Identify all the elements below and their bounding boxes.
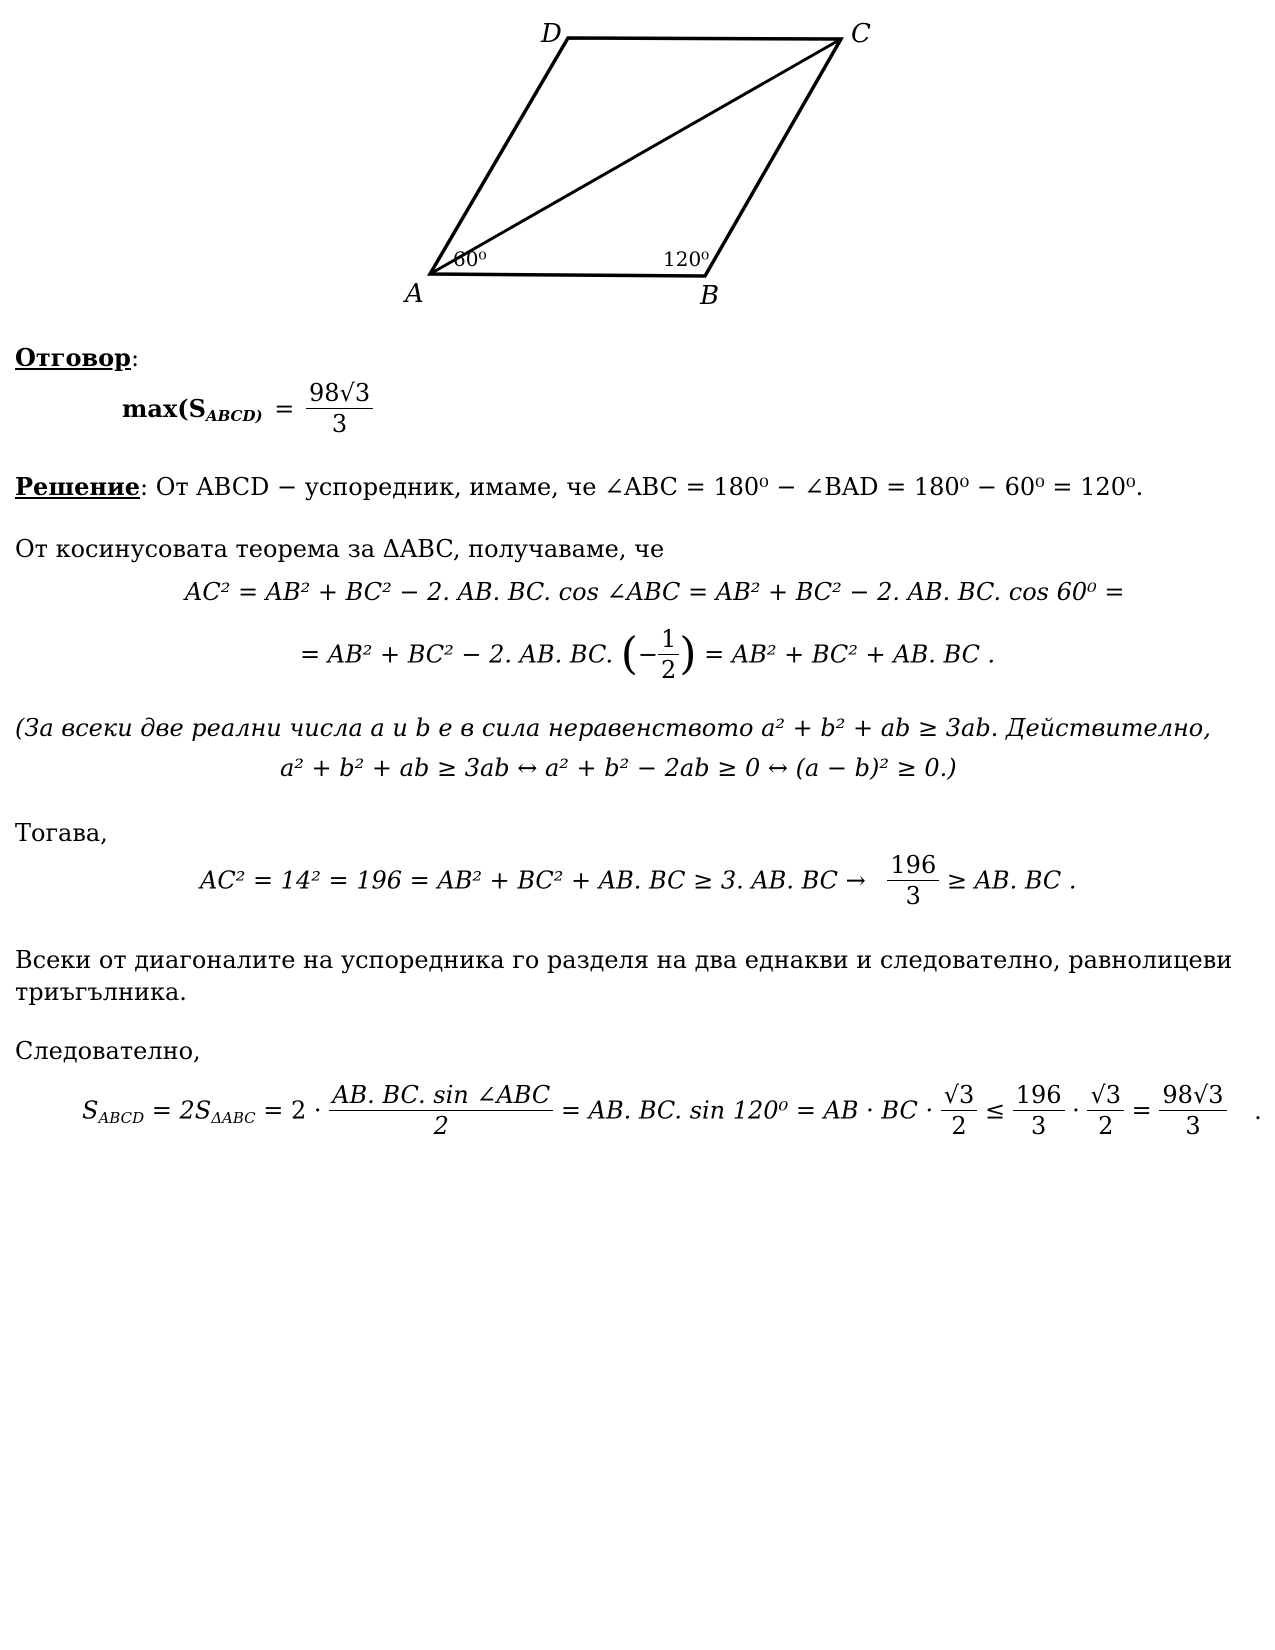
conclusion-frac4	[1087, 1080, 1124, 1141]
conclusion-frac1	[329, 1080, 553, 1141]
then-frac-num: 196	[887, 850, 939, 881]
answer-frac-den: 3	[331, 410, 348, 438]
diagonal-ac	[430, 39, 841, 274]
then-label: Тогава,	[15, 819, 108, 847]
conclusion-frac2-den: 2	[951, 1112, 967, 1140]
conclusion-eq-c: = AB. BC. sin 120⁰ = AB · BC ·	[560, 1096, 934, 1125]
conclusion-frac5	[1159, 1080, 1226, 1141]
then-eq-left: AC² = 14² = 196 = AB² + BC² + AB. BC ≥ 3. AB. BC →	[200, 866, 866, 895]
cosine-intro: От косинусовата теорема за ΔABC, получаваме, че	[15, 535, 665, 563]
answer-frac-num: 98√3	[306, 378, 373, 409]
conclusion-eq-a: = 2S	[151, 1096, 212, 1125]
then-fraction	[887, 850, 939, 911]
conclusion-eq-b: = 2 ·	[263, 1096, 322, 1125]
angle-b-label: 120⁰	[663, 247, 710, 271]
conclusion-frac5-den: 3	[1185, 1112, 1201, 1140]
then-eq-right: ≥ AB. BC .	[946, 866, 1077, 895]
answer-expr-sub: ABCD)	[205, 407, 263, 425]
cosine-eq2-frac-num: 1	[658, 624, 679, 655]
inequality-note: (За всеки две реални числа a и b е в сила неравенството a² + b² + ab ≥ 3ab. Действително,	[15, 714, 1211, 742]
conclusion-equation	[82, 1080, 1262, 1141]
answer-fraction	[306, 378, 373, 439]
answer-label-line: Отговор:	[15, 343, 140, 372]
conclusion-leq: ≤	[984, 1096, 1006, 1125]
diagonals-line2: триъгълника.	[15, 978, 187, 1006]
conclusion-frac1-num: AB. BC. sin ∠ABC	[329, 1080, 553, 1111]
cosine-eq1: AC² = AB² + BC² − 2. AB. BC. cos ∠ABC = AB² + BC² − 2. AB. BC. cos 60⁰ =	[185, 578, 1125, 606]
then-equation	[200, 850, 1077, 911]
answer-expr-eq: =	[274, 394, 295, 423]
conclusion-frac4-den: 2	[1098, 1112, 1114, 1140]
cosine-eq2-frac-den: 2	[661, 656, 677, 684]
conclusion-frac2	[941, 1080, 978, 1141]
conclusion-frac3	[1013, 1080, 1065, 1141]
cosine-eq2-left: = AB² + BC² − 2. AB. BC.	[300, 640, 614, 669]
conclusion-frac4-num: √3	[1087, 1080, 1124, 1111]
conclusion-s-abc-sub: ΔABC	[211, 1108, 256, 1127]
answer-expr-left: max(S	[122, 394, 206, 423]
then-frac-den: 3	[905, 882, 921, 910]
conclusion-dot: ·	[1072, 1096, 1080, 1125]
cosine-eq2-right: = AB² + BC² + AB. BC .	[704, 640, 996, 669]
answer-expression	[122, 378, 373, 439]
conclusion-frac1-den: 2	[433, 1112, 449, 1140]
conclusion-frac3-num: 196	[1013, 1080, 1065, 1111]
conclusion-frac3-den: 3	[1030, 1112, 1047, 1140]
diagonals-line1: Всеки от диагоналите на успоредника го разделя на два еднакви и следователно, равнолицеви	[15, 946, 1233, 974]
cosine-eq2: = AB² + BC² − 2. AB. BC. (− $\frac{1}{2}$ ) = AB² + BC² + AB. BC .	[300, 625, 996, 684]
parallelogram-figure	[0, 0, 1275, 320]
inequality-chain: a² + b² + ab ≥ 3ab ↔ a² + b² − 2ab ≥ 0 ↔ (a − b)² ≥ 0.)	[280, 754, 957, 782]
conclusion-label: Следователно,	[15, 1037, 201, 1065]
conclusion-frac2-num: √3	[941, 1080, 978, 1111]
solution-text: : От ABCD − успоредник, имаме, че ∠ABC = 180⁰ − ∠BAD = 180⁰ − 60⁰ = 120⁰.	[140, 473, 1144, 501]
conclusion-s-abcd-sub: ABCD	[98, 1108, 145, 1127]
angle-a-label: 60⁰	[453, 247, 487, 271]
conclusion-frac5-num: 98√3	[1159, 1080, 1226, 1111]
solution-label: Решение	[15, 472, 141, 501]
vertex-c-label: C	[851, 19, 871, 49]
conclusion-end: .	[1254, 1096, 1262, 1125]
cosine-eq2-fraction	[658, 624, 679, 685]
solution-line	[15, 472, 1143, 502]
conclusion-s-abcd: S	[82, 1096, 99, 1125]
answer-label: Отговор	[15, 343, 131, 372]
vertex-b-label: B	[700, 281, 720, 311]
conclusion-eq-d: =	[1131, 1096, 1152, 1125]
vertex-a-label: A	[405, 279, 424, 309]
vertex-d-label: D	[541, 19, 562, 49]
